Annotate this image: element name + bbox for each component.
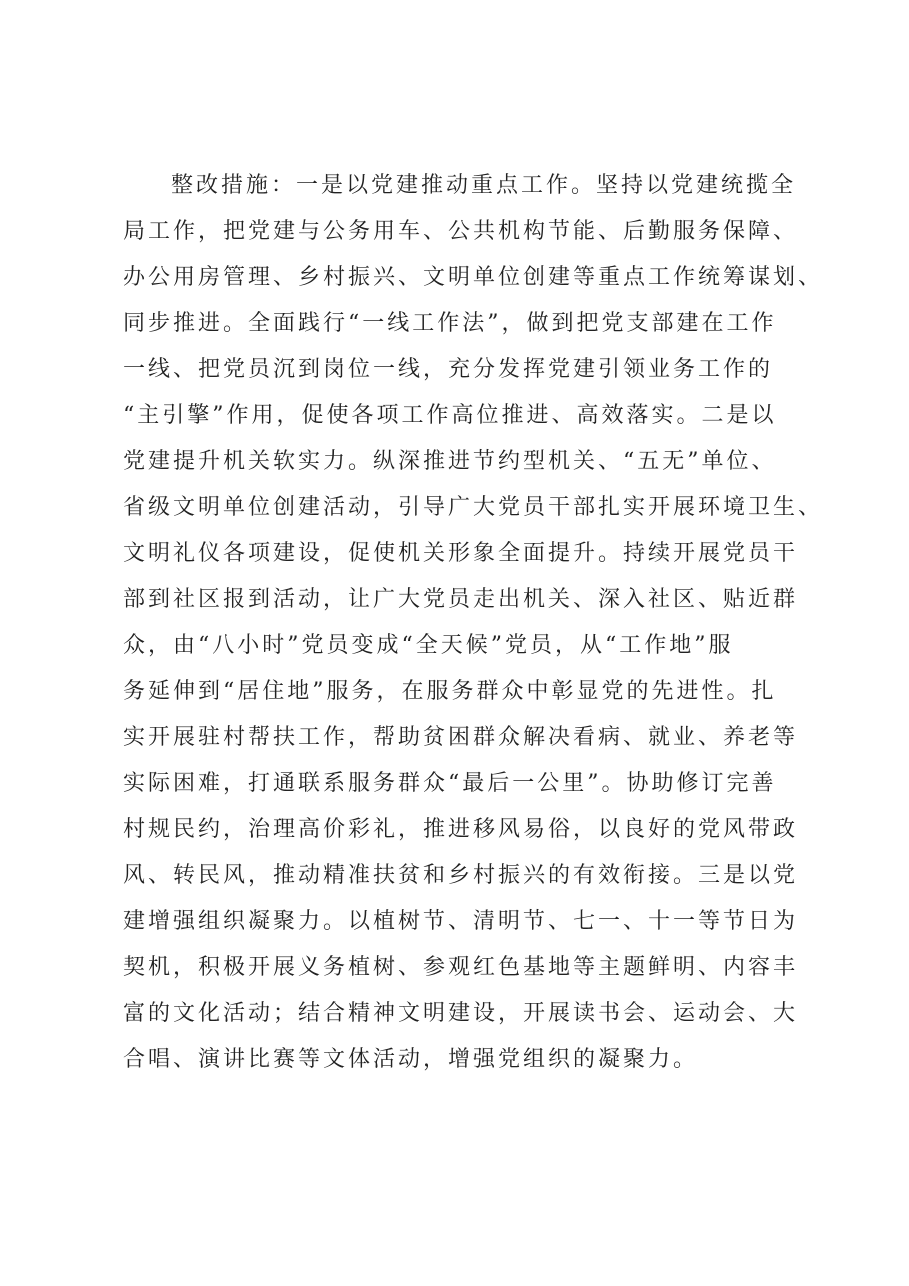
paragraph-line-6: “主引擎”作用，促使各项工作高位推进、高效落实。二是以 <box>123 403 777 428</box>
paragraph-line-2: 局工作，把党建与公务用车、公共机构节能、后勤服务保障、 <box>123 219 799 244</box>
paragraph-line-9: 文明礼仪各项建设，促使机关形象全面提升。持续开展党员干 <box>123 541 799 566</box>
paragraph-line-5: 一线、把党员沉到岗位一线，充分发挥党建引领业务工作的 <box>123 357 774 382</box>
paragraph-line-7: 党建提升机关软实力。纵深推进节约型机关、“五无”单位、 <box>123 449 777 474</box>
paragraph-line-20: 合唱、演讲比赛等文体活动，增强党组织的凝聚力。 <box>123 1047 699 1072</box>
body-paragraph <box>123 163 823 1083</box>
paragraph-line-11: 众，由“八小时”党员变成“全天候”党员，从“工作地”服 <box>123 633 734 658</box>
paragraph-line-15: 村规民约，治理高价彩礼，推进移风易俗，以良好的党风带政 <box>123 817 799 842</box>
paragraph-line-19: 富的文化活动；结合精神文明建设，开展读书会、运动会、大 <box>123 1001 799 1026</box>
paragraph-line-13: 实开展驻村帮扶工作，帮助贫困群众解决看病、就业、养老等 <box>123 725 799 750</box>
paragraph-line-12: 务延伸到“居住地”服务，在服务群众中彰显党的先进性。扎 <box>123 679 777 704</box>
paragraph-line-3: 办公用房管理、乡村振兴、文明单位创建等重点工作统筹谋划、 <box>123 265 824 290</box>
paragraph-line-10: 部到社区报到活动，让广大党员走出机关、深入社区、贴近群 <box>123 587 799 612</box>
paragraph-line-8: 省级文明单位创建活动，引导广大党员干部扎实开展环境卫生、 <box>123 495 824 520</box>
paragraph-line-1: 整改措施：一是以党建推动重点工作。坚持以党建统揽全 <box>171 173 797 198</box>
paragraph-line-18: 契机，积极开展义务植树、参观红色基地等主题鲜明、内容丰 <box>123 955 799 980</box>
paragraph-line-16: 风、转民风，推动精准扶贫和乡村振兴的有效衔接。三是以党 <box>123 863 799 888</box>
paragraph-line-4: 同步推进。全面践行“一线工作法”，做到把党支部建在工作 <box>123 311 777 336</box>
paragraph-line-17: 建增强组织凝聚力。以植树节、清明节、七一、十一等节日为 <box>123 909 799 934</box>
paragraph-line-14: 实际困难，打通联系服务群众“最后一公里”。协助修订完善 <box>123 771 777 796</box>
